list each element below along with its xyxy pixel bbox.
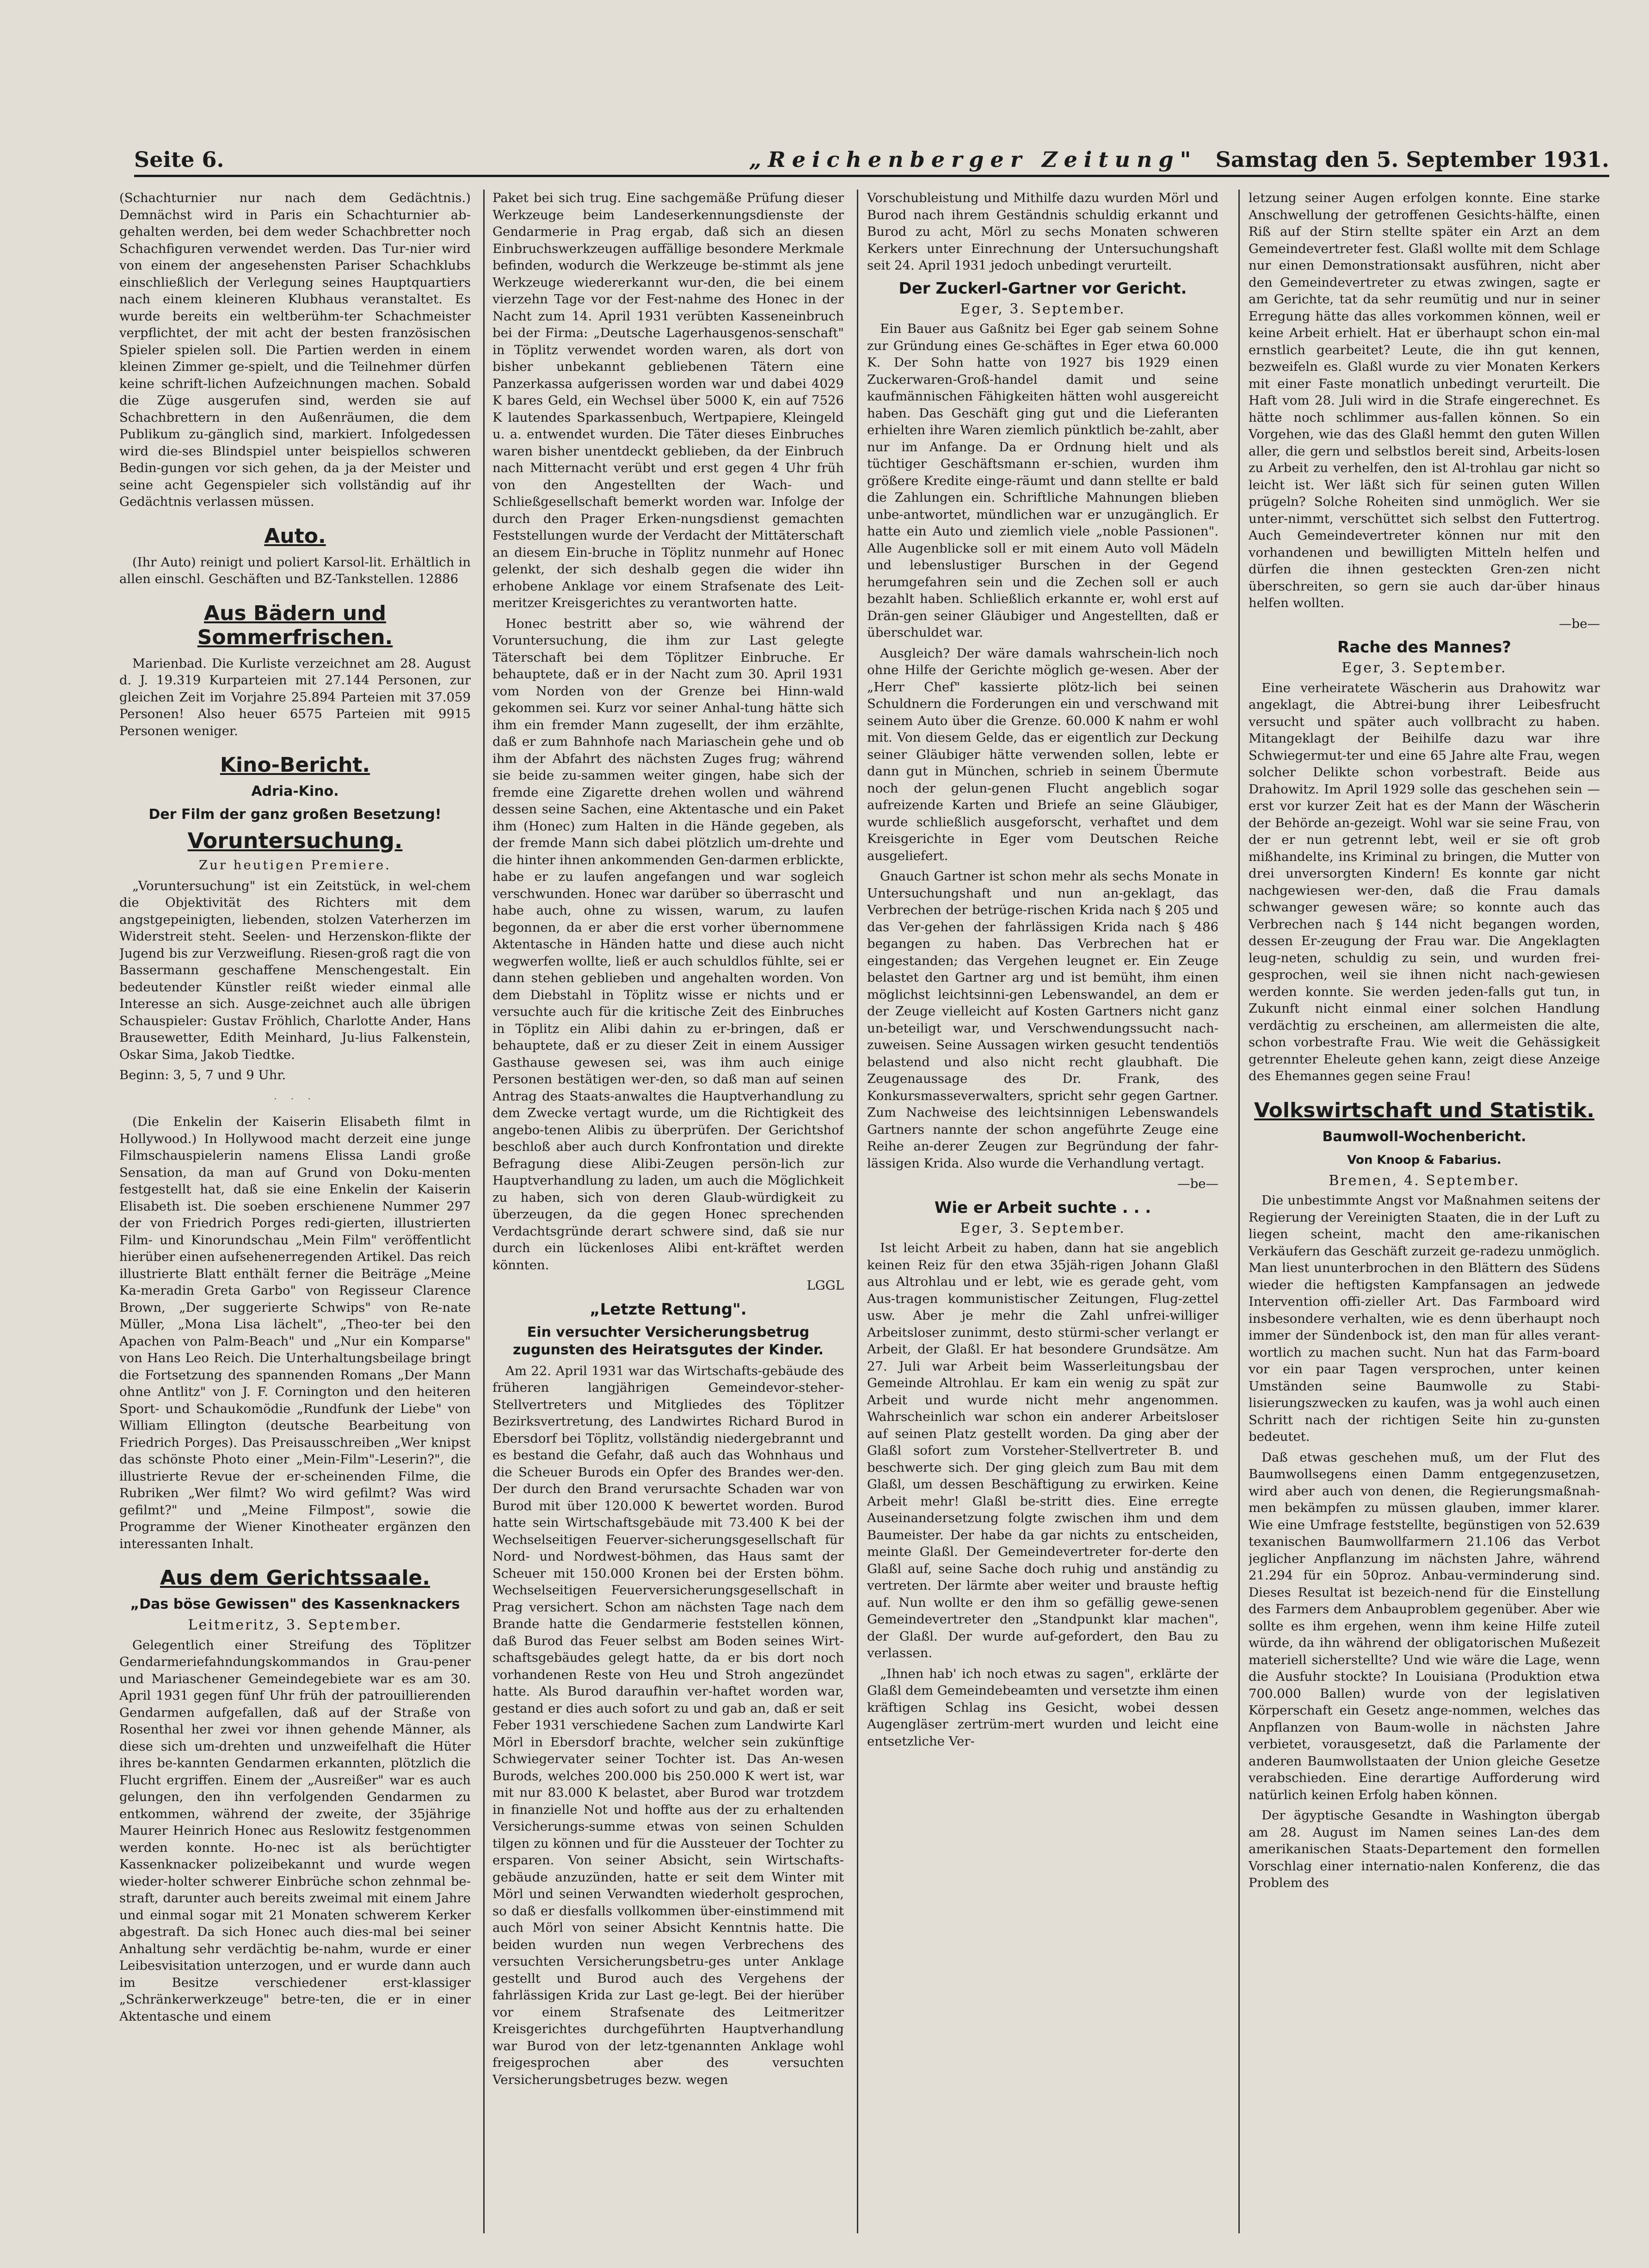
article-paragraph: Ausgleich? Der wäre damals wahrschein-lich noch ohne Hilfe der Gerichte möglich ge-wesen. Aber der „Herr Chef" kassierte plötz-lich bei seinen Schuldnern die Forderungen ein und verschwand mit seinem Auto über die Grenze. 60.000 K nahm er wohl mit. Von diesem Gelde, das er eigentlich zur Deckung seiner Gläubiger hätte verwenden sollen, lebte er dann gut in München, schrieb in seinem Übermute noch der gelun-genen Flucht angeblich sogar aufreizende Karten und Briefe an seine Gläubiger, wurde schließlich ausgeforscht, verhaftet und dem Kreisgerichte in Eger vom Deutschen Reiche ausgeliefert.	[867, 645, 1218, 863]
author-signature: —be—	[1177, 1176, 1218, 1191]
column-2	[492, 190, 844, 2233]
article-continued: Vorschubleistung und Mithilfe dazu wurden Mörl und Burod nach ihrem Geständnis schuldig erkannt und Burod zu acht, Mörl zu sechs Monaten schweren Kerkers unter Einrechnung der Untersuchungshaft seit 24. April 1931 jedoch unbedingt verurteilt.	[867, 191, 1218, 273]
section-title-auto: Auto.	[264, 524, 326, 548]
dateline: Eger, 3. September.	[1341, 660, 1507, 676]
article-continued: Paket bei sich trug. Eine sachgemäße Prüfung dieser Werkzeuge beim Landeserkennungsdienste der Gendarmerie in Prag ergab, daß sich an diesen Einbruchswerkzeugen auffällige besondere Merkmale befinden, wodurch die Werkzeuge be-stimmt als jene Werkzeuge wiedererkannt wur-den, die bei einem vierzehn Tage vor der Fest-nahme des Honec in der Nacht zum 14. April 1931 verübten Kasseneinbruch bei der Firma: „Deutsche Lagerhausgenos-senschaft" in Töplitz verwendet worden waren, als dort von bisher unbekannt gebliebenen Tätern eine Panzerkassa aufgerissen worden war und dabei 4029 K bares Geld, ein Wechsel über 5000 K, ein auf 7526 K lautendes Sparkassenbuch, Wertpapiere, Kleingeld u. a. entwendet wurden. Die Täter dieses Einbruches waren bisher unentdeckt geblieben, da der Einbruch nach Mitternacht verübt und erst gegen 4 Uhr früh von den Angestellten der Wach- und Schließgesellschaft bemerkt worden war. Infolge der durch den Prager Erken-nungsdienst gemachten Feststellungen wurde der Verdacht der Mittäterschaft an diesem Ein-bruche in Töplitz nunmehr auf Honec gelenkt, der sich deshalb gegen die wider ihn erhobene Anklage vor einem Strafsenate des Leit-meritzer Kreisgerichtes zu verantworten hatte.	[492, 191, 844, 610]
page-number: Seite 6.	[134, 147, 224, 172]
separator: · · ·	[274, 1093, 316, 1104]
article-rache: Eine verheiratete Wäscherin aus Drahowitz war angeklagt, die Abtrei-bung ihrer Leibesfrucht versucht und später auch vollbracht zu haben. Mitangeklagt der Beihilfe dazu war ihre Schwiegermut-ter und eine 65 Jahre alte Frau, wegen solcher Delikte schon vorbestraft. Beide aus Drahowitz. Im April 1929 solle das geschehen sein — erst vor kurzer Zeit hat es der Mann der Wäscherin der Behörde an-gezeigt. Wohl war sie seine Frau, von der er nun getrennt lebt, weil er sie oft grob mißhandelte, ins Kriminal zu bringen, die Mutter von drei unversorgten Kindern! Es konnte gar nicht nachgewiesen wer-den, daß die Frau damals schwanger gewesen wäre; so konnte auch das Verbrechen nach § 144 nicht begangen worden, dessen Er-zeugung der Frau war. Die Angeklagten leug-neten, schuldig zu sein, und wurden frei-gesprochen, weil sie ihnen nicht nach-gewiesen werden konnte. Sie werden jeden-falls gut tun, in Zukunft nicht einmal einer solchen Handlung verdächtig zu erscheinen, am allermeisten die alte, schon vorbestrafte Frau. Wie weit die Gehässigkeit getrennter Eheleute gehen kann, zeigt diese Anzeige des Ehemannes gegen seine Frau!	[1249, 680, 1600, 1083]
article-enkelin: (Die Enkelin der Kaiserin Elisabeth filmt in Hollywood.) In Hollywood macht derzeit eine junge Filmschauspielerin namens Elissa Landi große Sensation, da man auf Grund von Doku-menten festgestellt hat, daß sie eine Enkelin der Kaiserin Elisabeth ist. Die soeben erschienene Nummer 297 der von Friedrich Porges redi-gierten, illustrierten Film- und Kinorundschau „Mein Film" veröffentlicht hierüber einen aufsehenerregenden Artikel. Das reich illustrierte Blatt enthält ferner die Beiträge „Meine Ka-meradin Greta Garbo" von Regisseur Clarence Brown, „Der suggerierte Schwips" von Re-nate Müller, „Mona Lisa lächelt", „Theo-ter bei den Apachen von Palm-Beach" und „Nur ein Komparse" von Hans Leo Reich. Die Unterhaltungsbeilage bringt die Fortsetzung des spannenden Romans „Der Mann ohne Antlitz" von J. F. Cornington und den heiteren Sport- und Schaukomödie „Rundfunk der Liebe" von William Ellington (deutsche Bearbeitung von Friedrich Porges). Das Preisausschreiben „Wer knipst das schönste Photo einer „Mein-Film"-Leserin?", die illustrierte Revue der er-scheinenden Filme, die Rubriken „Wer filmt? Wo wird gefilmt? Was wird gefilmt?" und „Meine Filmpost", sowie die Programme der Wiener Kinotheater ergänzen den interessanten Inhalt.	[119, 1114, 471, 1551]
dateline: Bremen, 4. September.	[1329, 1172, 1520, 1189]
dateline: Leitmeritz, 3. September.	[188, 1617, 402, 1633]
premiere-note: Zur heutigen Premiere.	[199, 858, 391, 873]
article-title-zucker: Der Zuckerl-Gartner vor Gericht.	[898, 279, 1187, 298]
article-kino: „Voruntersuchung" ist ein Zeitstück, in wel-chem die Objektivität des Richters mit dem angstgepeinigten, liebenden, stolzen Vaterherzen im Widerstreit steht. Seelen- und Herzenskon-flikte der Jugend bis zur Verzweiflung. Riesen-groß ragt die von Bassermann geschaffene Menschengestalt. Ein bedeutender Künstler reißt wieder einmal alle Interesse an sich. Ausge-zeichnet auch alle übrigen Schauspieler: Gustav Fröhlich, Charlotte Ander, Hans Brausewetter, Edith Meinhard, Ju-lius Falkenstein, Oskar Sima, Jakob Tiedtke.	[119, 878, 471, 1062]
film-title: Voruntersuchung.	[187, 828, 403, 853]
article-continued: letzung seiner Augen erfolgen konnte. Eine starke Anschwellung der getroffenen Gesichts-hälfte, einen Riß auf der Stirn stellte später ein Arzt an dem Gemeindevertreter fest. Glaßl wollte mit dem Schlage nur einen Demonstrationsakt ausführen, nicht aber den Gemeindevertreter zu etwas zwingen, sagte er am Gerichte, tat da sehr reumütig und nur in seiner Erregung hätte das alles vorkommen können, weil er keine Arbeit erhielt. Hat er überhaupt schon ein-mal ernstlich gearbeitet? Leute, die ihn gut kennen, bezweifeln es. Glaßl wurde zu vier Monaten Kerkers mit einer Faste monatlich unbedingt verurteilt. Die Haft vom 28. Juli wird in die Strafe eingerechnet. Es hätte noch schlimmer aus-fallen können. So ein Vorgehen, wie das des Glaßl hemmt den guten Willen aller, die gern und selbstlos bereit sind, Arbeits-losen zu Arbeit zu verhelfen, den ist Al-trohlau gar nicht so leicht ist. Wer läßt sich für seinen guten Willen prügeln? Solche Roheiten sind unmöglich. Wer sie unter-nimmt, verschüttet sich selbst den Futtertrog. Auch Gemeindevertreter können nur mit den vorhandenen und bewilligten Mitteln helfen und dürfen die ihnen gesteckten Gren-zen nicht überschreiten, so gern sie auch dar-über hinaus helfen wollten.	[1249, 191, 1600, 610]
gericht-subtitle: „Das böse Gewissen" des Kassenknackers	[130, 1596, 460, 1612]
article-baeder: Marienbad. Die Kurliste verzeichnet am 28. August d. J. 19.319 Kurparteien mit 27.144 Personen, zur gleichen Zeit im Vorjahre 25.894 Parteien mit 37.059 Personen! Also heuer 6575 Parteien mit 9915 Personen weniger.	[119, 656, 471, 738]
article-title-rache: Rache des Mannes?	[1337, 638, 1512, 657]
page-header	[134, 147, 1609, 177]
article-title-rettung: „Letzte Rettung".	[590, 1300, 747, 1319]
section-title-volkswirtschaft: Volkswirtschaft und Statistik.	[1254, 1098, 1594, 1122]
column-3	[867, 190, 1218, 2233]
column-1	[119, 190, 471, 2233]
article-paragraph: Daß etwas geschehen muß, um der Flut des Baumwollsegens einen Damm entgegenzusetzen, wird aber auch von denen, die Regierungsmaßnah-men bekämpfen zu müssen glauben, immer klarer. Wie eine Umfrage feststellte, begünstigen von 52.639 texanischen Baumwollfarmern 21.106 das Verbot jeglicher Anpflanzung im nächsten Jahre, während 21.294 für ein 50proz. Anbau-verminderung sind. Dieses Resultat ist bezeich-nend für die Einstellung des Farmers dem Anbauproblem gegenüber. Aber wie sollte es ihm ergehen, wenn ihm keine Hilfe zuteil würde, da ihn während der obligatorischen Mußezeit materiell sicherstellte? Und wie wäre die Lage, wenn die Ausfuhr stockte? In Louisiana (Produktion etwa 700.000 Ballen) wurde von der legislativen Körperschaft ein Gesetz ange-nommen, welches das Anpflanzen von Baum-wolle in nächsten Jahre verbietet, vorausgesetzt, daß die Parlamente der anderen Baumwollstaaten der Union gleiche Gesetze verabschieden. Eine derartige Aufforderung wird natürlich keinen Erfolg haben können.	[1249, 1450, 1600, 1802]
article-paragraph: Honec bestritt aber so, wie während der Voruntersuchung, die ihm zur Last gelegte Täterschaft bei dem Töplitzer Einbruche. Er behauptete, daß er in der Nacht zum 30. April 1931 vom Norden von der Grenze bei Hinn-wald gekommen sei. Kurz vor seiner Anhal-tung hätte sich ihm ein fremder Mann zugesellt, der ihm erzählte, daß er zum Bahnhofe nach Mariaschein gehe und ob ihm der Abfahrt des nächsten Zuges frug; während sie beide zu-sammen weiter gingen, habe sich der fremde eine Zigarette drehen wollen und während dessen seine Sachen, eine Aktentasche und ein Paket ihm (Honec) zum Halten in die Hände gegeben, als der fremde Mann sich dabei plötzlich um-drehte und die hinter ihnen ankommenden Gen-darmen erblickte, habe er zu laufen angefangen und war sogleich verschwunden. Honec war darüber so überrascht und habe auch, ohne zu wissen, warum, zu laufen begonnen, da er aber die erst vorher übernommene Aktentasche in Händen hatte und diese auch nicht wegwerfen wollte, ließ er auch schuldlos fühlte, sei er dann stehen geblieben und angehalten worden. Von dem Diebstahl in Töplitz wisse er nichts und er versuchte auch für die kritische Zeit des Einbruches in Töplitz ein Alibi dahin zu er-bringen, daß er behauptete, daß er zu dieser Zeit in einem Aussiger Gasthause gewesen sei, was ihm auch einige Personen bestätigen wer-den, so daß man auf seinen Antrag des Staats-anwaltes die Hauptverhandlung zu dem Zwecke vertagt wurde, um die Richtigkeit des angebo-tenen Alibis zu überprüfen. Der Gerichtshof beschloß aber auch durch Konfrontation und direkte Befragung diese Alibi-Zeugen persön-lich zur Hauptverhandlung zu laden, um auch die Möglichkeit zu haben, sich von deren Glaub-würdigkeit zu überzeugen, da die gegen Honec sprechenden Verdachtsgründe derart schwere sind, daß sie nur durch ein lückenloses Alibi ent-kräftet werden könnten.	[492, 616, 844, 1272]
column-4	[1249, 190, 1600, 2233]
section-title-kino: Kino-Bericht.	[220, 753, 370, 777]
issue-date: Samstag den 5. September 1931.	[1215, 147, 1609, 172]
article-gericht: Gelegentlich einer Streifung des Töplitzer Gendarmeriefahndungskommandos in Grau-pener und Mariaschener Gemeindegebiete war es am 30. April 1931 gegen fünf Uhr früh der patrouillierenden Gendarmen aufgefallen, daß auf der Straße von Rosenthal her zwei vor ihnen gehende Männer, als diese sich um-drehten und unzweifelhaft die Hüter ihres be-kannten Gendarmen erkannten, plötzlich die Flucht ergriffen. Einem der „Ausreißer" war es auch gelungen, den ihn verfolgenden Gendarmen zu entkommen, während der zweite, der 35jährige Maurer Heinrich Honec aus Reslowitz festgenommen werden konnte. Ho-nec ist als berüchtigter Kassenknacker polizeibekannt und wurde wegen wieder-holter schwerer Einbrüche schon zehnmal be-straft, darunter auch bereits zweimal mit einem Jahre und einmal sogar mit 21 Monaten schwerem Kerker abgestraft. Da sich Honec auch dies-mal bei seiner Anhaltung sehr verdächtig be-nahm, wurde er einer Leibesvisitation unterzogen, und er wurde dann auch im Besitze verschiedener erst-klassiger „Schränkerwerkzeuge" betre-ten, die er in einer Aktentasche und einem	[119, 1637, 471, 2024]
section-title-gericht: Aus dem Gerichtssaale.	[160, 1566, 430, 1590]
article-volk: Die unbestimmte Angst vor Maßnahmen seitens der Regierung der Vereinigten Staaten, die in der Luft zu liegen scheint, macht den ame-rikanischen Verkäufern das Geschäft zurzeit ge-radezu unmöglich. Man liest ununterbrochen in den Blättern des Südens wieder die heftigsten Kampfansagen an jedwede Intervention offi-zieller Art. Das Farmboard wird insbesondere verhalten, wie es denn überhaupt noch immer der Sündenbock ist, den man für alles verant-wortlich zu machen sucht. Nun hat das Farm-board vor ein paar Tagen versprochen, unter keinen Umständen seine Baumwolle zu Stabi-lisierungszwecken zu kaufen, was ja wohl auch einen Schritt nach der richtigen Seite hin zu-gunsten bedeutet.	[1249, 1193, 1600, 1444]
volk-subtitle: Baumwoll-Wochenbericht.	[1322, 1128, 1526, 1145]
article-paragraph: Gnauch Gartner ist schon mehr als sechs Monate in Untersuchungshaft und nun an-geklagt, das Verbrechen der betrüge-rischen Krida nach § 205 und das Ver-gehen der fahrlässigen Krida nach § 486 begangen zu haben. Das Verbrechen hat er eingestanden; das Vergehen leugnet er. Ein Zeuge belastet den Gartner arg und ist bemüht, ihm einen möglichst leichtsinni-gen Lebenswandel, an dem er der Zeuge vielleicht auf Kosten Gartners nicht ganz un-beteiligt war, und Verschwendungssucht nach-zuweisen. Seine Aussagen wirken gesucht tendentiös belastend und also nicht recht glaubhaft. Die Zeugenaussage des Dr. Frank, des Konkursmasseverwalters, spricht sehr gegen Gartner. Zum Nachweise des leichtsinnigen Lebenswandels Gartners nannte der schon angeführte Zeuge eine Reihe an-derer Zeugen zur Begründung der fahr-lässigen Krida. Also wurde die Verhandlung vertagt.	[867, 869, 1218, 1171]
article-zucker: Ein Bauer aus Gaßnitz bei Eger gab seinem Sohne zur Gründung eines Ge-schäftes in Eger etwa 60.000 K. Der Sohn hatte von 1927 bis 1929 einen Zuckerwaren-Groß-handel damit und seine kaufmännischen Fähigkeiten hätten wohl ausgereicht haben. Das Geschäft ging gut und die Lieferanten erhielten ihre Waren ziemlich pünktlich be-zahlt, aber nur im Anfange. Da er Ordnung hielt und als tüchtiger Geschäftsmann er-schien, wurden ihm größere Kredite einge-räumt und dann stellte er bald die Zahlungen ein. Schriftliche Mahnungen blieben unbe-antwortet, mündlichen war er unzugänglich. Er hatte ein Auto und ziemlich viele „noble Passionen". Alle Augenblicke soll er mit einem Auto voll Mädeln und lebenslustiger Burschen in der Gegend herumgefahren sein und die Zechen soll er auch bezahlt haben. Schließlich erkannte er, wohl erst auf Drän-gen seiner Gläubiger und Angestellten, daß er überschuldet war.	[867, 321, 1218, 640]
column-divider	[857, 190, 858, 2233]
article-subtitle-rettung: Ein versuchter Versicherungsbetrug zugunsten des Heiratsgutes der Kinder.	[513, 1324, 824, 1358]
article-paragraph: „Ihnen hab' ich noch etwas zu sagen", erklärte der Glaßl dem Gemeindebeamten und versetzte ihm einen kräftigen Schlag ins Gesicht, wobei dessen Augengläser zertrüm-mert wurden und leicht eine entsetzliche Ver-	[867, 1666, 1218, 1749]
masthead: „Reichenberger Zeitung"	[749, 147, 1198, 172]
article-auto: (Ihr Auto) reinigt und poliert Karsol-lit. Erhältlich in allen einschl. Geschäften und BZ-Tankstellen. 12886	[119, 554, 471, 586]
article-title-arbeit: Wie er Arbeit suchte . . .	[934, 1198, 1151, 1217]
kino-subtitle-2: Der Film der ganz großen Besetzung!	[148, 806, 442, 823]
section-title-baeder: Aus Bädern und Sommerfrischen.	[197, 601, 393, 649]
volk-author: Von Knoop & Fabarius.	[1347, 1153, 1501, 1167]
article-paragraph: Der ägyptische Gesandte in Washington übergab am 28. August im Namen seines Lan-des dem amerikanischen Staats-Departement den formellen Vorschlag einer internatio-nalen Konferenz, die das Problem des	[1249, 1808, 1600, 1890]
author-signature: —be—	[1559, 616, 1600, 631]
article-arbeit: Ist leicht Arbeit zu haben, dann hat sie angeblich keinen Reiz für den etwa 35jäh-rigen Johann Glaßl aus Altrohlau und er lebt, wie es gerade geht, vom Aus-tragen kommunistischer Zeitungen, Flug-zettel usw. Aber je mehr die Zahl unfrei-williger Arbeitsloser zunimmt, desto stürmi-scher verlangt er Arbeit, der Glaßl. Er hat besondere Grundsätze. Am 27. Juli war Arbeit beim Wasserleitungsbau der Gemeinde Altrohlau. Er kam ein wenig zu spät zur Arbeit und wurde nicht mehr angenommen. Wahrscheinlich war schon ein anderer Arbeitsloser auf seinen Platz gestellt worden. Da ging aber der Glaßl sofort zum Vorsteher-Stellvertreter B. und beschwerte sich. Der ging gleich zum Bau mit dem Glaßl, um dessen Beschäftigung zu erwirken. Keine Arbeit mehr! Glaßl be-stritt dies. Eine erregte Auseinandersetzung folgte zwischen ihm und dem Baumeister. Der habe da gar nichts zu entscheiden, meinte Glaßl. Der Gemeindevertreter for-derte den Glaßl auf, seine Sache doch ruhig und anständig zu vertreten. Der lärmte aber weiter und brauste heftig auf. Nun wollte er den ihm so gefällig gewe-senen Gemeindevertreter den „Standpunkt klar machen", der Glaßl. Der wurde auf-gefordert, den Bau zu verlassen.	[867, 1241, 1218, 1660]
dateline: Eger, 3. September.	[960, 1220, 1126, 1236]
kino-showtimes: Beginn: 3, 5, 7 und 9 Uhr.	[119, 1068, 286, 1082]
article-rettung: Am 22. April 1931 war das Wirtschafts-gebäude des früheren langjährigen Gemeindevor-steher-Stellvertreters und Mitgliedes des Töplitzer Bezirksvertretung, des Landwirtes Richard Burod in Ebersdorf bei Töplitz, vollständig niedergebrannt und es bestand die Gefahr, daß auch das Wohnhaus und die Scheuer Burods ein Opfer des Brandes wer-den. Der durch den Brand verursachte Schaden war von Burod mit über 120.000 K bewertet worden. Burod hatte sein Wirtschaftsgebäude mit 73.400 K bei der Wechselseitigen Feuerver-sicherungsgesellschaft für Nord- und Nordwest-böhmen, das Haus samt der Scheuer mit 150.000 Kronen bei der Ersten böhm. Wechselseitigen Feuerversicherungsgesellschaft in Prag versichert. Schon am nächsten Tage nach dem Brande hatte die Gendarmerie feststellen können, daß Burod das Feuer selbst am Boden seines Wirt-schaftsgebäudes gelegt hatte, da er bis dort noch vorhandenen Reste von Heu und Stroh angezündet hatte. Als Burod daraufhin ver-haftet worden war, gestand er dies auch sofort zu und gab an, daß er seit Feber 1931 verschiedene Sachen zum Landwirte Karl Mörl in Ebersdorf brachte, welcher sein zukünftige Schwiegervater seiner Tochter ist. Das An-wesen Burods, welches 200.000 bis 250.000 K wert ist, war mit nur 83.000 K belastet, aber Burod war trotzdem in finanzielle Not und hoffte aus der zu erhaltenden Versicherungs-summe etwas von seinen Schulden tilgen zu können und für die Aussteuer der Tochter zu ersparen. Von seiner Absicht, sein Wirtschafts-gebäude anzuzünden, hatte er seit dem Winter mit Mörl und seinen Verwandten wiederholt gesprochen, so daß er diesfalls vollkommen über-einstimmend mit auch Mörl von seiner Absicht Kenntnis hatte. Die beiden wurden nun wegen Verbrechens des versuchten Versicherungsbetru-ges unter Anklage gestellt und Burod auch des Vergehens der fahrlässigen Krida zur Last ge-legt. Bei der hierüber vor einem Strafsenate des Leitmeritzer Kreisgerichtes durchgeführten Hauptverhandlung war Burod von der letz-tgenannten Anklage wohl freigesprochen aber des versuchten Versicherungsbetruges bezw. wegen	[492, 1363, 844, 2087]
kino-subtitle: Adria-Kino.	[251, 783, 339, 799]
column-divider	[1238, 190, 1240, 2233]
dateline: Eger, 3. September.	[960, 301, 1126, 317]
column-divider	[483, 190, 485, 2233]
article-chess: (Schachturnier nur nach dem Gedächtnis.) Demnächst wird in Paris ein Schachturnier ab-gehalten werden, bei dem weder Schachbretter noch Schachfiguren verwendet werden. Das Tur-nier wird von einem der angesehensten Pariser Schachklubs einschließlich der Verlegung seines Hauptquartiers nach einem kleineren Klubhaus veranstaltet. Es wurde bereits ein weltberühm-ter Schachmeister verpflichtet, der mit acht der besten französischen Spieler spielen soll. Die Partien werden in einem kleinen Zimmer ge-spielt, und die Teilnehmer dürfen keine schrift-lichen Aufzeichnungen machen. Sobald die Züge ausgerufen sind, werden sie auf Schachbrettern in den Außenräumen, die dem Publikum zu-gänglich sind, markiert. Infolgedessen wird die-ses Blindspiel unter beispiellos schweren Bedin-gungen vor sich gehen, da ja der Meister und seine acht Gegenspieler sich vollständig auf ihr Gedächtnis verlassen müssen.	[119, 191, 471, 509]
author-signature: LGGL	[806, 1278, 844, 1293]
